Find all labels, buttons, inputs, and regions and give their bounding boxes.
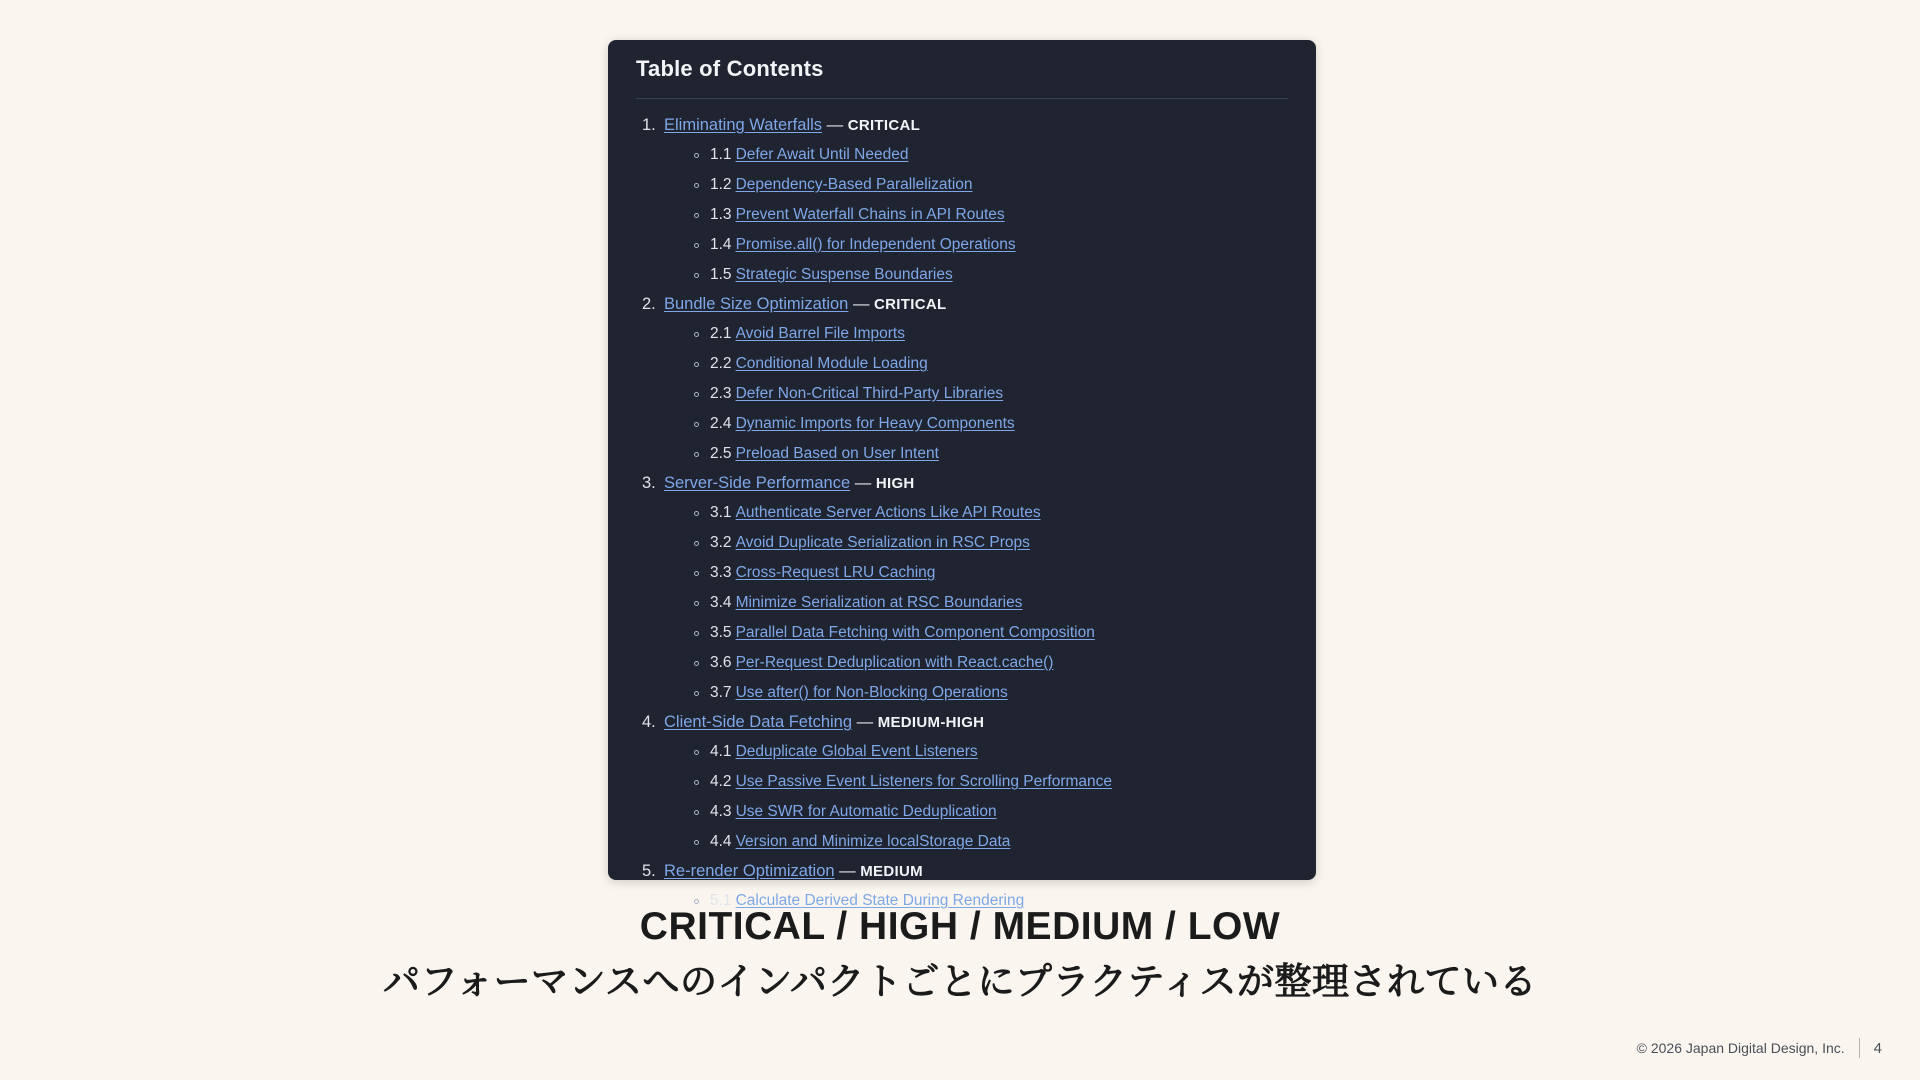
- toc-section-number: 3.: [642, 474, 656, 492]
- toc-subsection-list: [664, 319, 1288, 469]
- toc-subsection-link[interactable]: Dependency-Based Parallelization: [735, 176, 973, 193]
- toc-subsection: [710, 827, 1288, 857]
- toc-title: Table of Contents: [636, 56, 824, 81]
- toc-section-dash: —: [848, 295, 875, 313]
- toc-section-line: [642, 290, 1288, 319]
- toc-section: [642, 708, 1288, 857]
- toc-section-severity: CRITICAL: [874, 296, 947, 313]
- toc-section-line: [642, 708, 1288, 737]
- toc-subsection: [710, 797, 1288, 827]
- toc-subsection-link[interactable]: Avoid Duplicate Serialization in RSC Props: [735, 534, 1030, 551]
- toc-subsection: [710, 528, 1288, 558]
- toc-subsection-number: 2.1: [710, 325, 732, 342]
- toc-subsection: [710, 230, 1288, 260]
- caption-line-1: CRITICAL / HIGH / MEDIUM / LOW: [639, 905, 1281, 948]
- toc-subsection-number: 4.4: [710, 833, 732, 850]
- toc-subsection: [710, 140, 1288, 170]
- toc-subsection-link[interactable]: Prevent Waterfall Chains in API Routes: [735, 206, 1005, 223]
- toc-subsection-link[interactable]: Use Passive Event Listeners for Scrolling Performance: [735, 773, 1113, 790]
- toc-section-line: [642, 111, 1288, 140]
- toc-subsection: [710, 648, 1288, 678]
- toc-subsection-link[interactable]: Promise.all() for Independent Operations: [735, 236, 1016, 253]
- toc-subsection-link[interactable]: Dynamic Imports for Heavy Components: [735, 415, 1015, 432]
- toc-section-dash: —: [850, 474, 876, 492]
- toc-subsection-number: 3.3: [710, 564, 732, 581]
- toc-subsection-link[interactable]: Version and Minimize localStorage Data: [735, 833, 1011, 850]
- toc-subsection-link[interactable]: Use after() for Non-Blocking Operations: [735, 684, 1008, 701]
- toc-subsection: [710, 170, 1288, 200]
- toc-subsection-number: 1.5: [710, 266, 732, 283]
- toc-subsection-link[interactable]: Calculate Derived State During Rendering: [735, 892, 1025, 909]
- toc-subsection-link[interactable]: Preload Based on User Intent: [735, 445, 939, 462]
- toc-header: [608, 40, 1316, 92]
- toc-section: [642, 290, 1288, 469]
- toc-subsection-link[interactable]: Use SWR for Automatic Deduplication: [735, 803, 997, 820]
- toc-subsection-number: 3.5: [710, 624, 732, 641]
- toc-subsection-number: 2.2: [710, 355, 732, 372]
- toc-section-link[interactable]: Re-render Optimization: [664, 862, 835, 880]
- toc-subsection-number: 3.4: [710, 594, 732, 611]
- toc-subsection-list: [664, 737, 1288, 857]
- toc-subsection-number: 1.3: [710, 206, 732, 223]
- toc-subsection-number: 4.3: [710, 803, 732, 820]
- toc-subsection: [710, 409, 1288, 439]
- toc-section-number: 5.: [642, 862, 656, 880]
- footer-page-number: 4: [1873, 1039, 1882, 1057]
- toc-section-dash: —: [834, 862, 861, 880]
- toc-section-severity: CRITICAL: [847, 117, 921, 134]
- toc-subsection-list: [664, 140, 1288, 290]
- toc-subsection-link[interactable]: Defer Await Until Needed: [735, 146, 909, 163]
- toc-subsection-link[interactable]: Deduplicate Global Event Listeners: [735, 743, 978, 760]
- toc-subsection: [710, 588, 1288, 618]
- toc-subsection-number: 1.4: [710, 236, 732, 253]
- toc-subsection-link[interactable]: Minimize Serialization at RSC Boundaries: [735, 594, 1023, 611]
- toc-section-list: [636, 111, 1288, 916]
- toc-section: [642, 469, 1288, 708]
- toc-section-link[interactable]: Eliminating Waterfalls: [664, 116, 823, 134]
- toc-body: [608, 99, 1316, 916]
- toc-subsection-link[interactable]: Per-Request Deduplication with React.cache(): [735, 654, 1054, 671]
- slide-caption: [0, 900, 1920, 1010]
- toc-section-number: 4.: [642, 713, 656, 731]
- toc-section-line: [642, 469, 1288, 498]
- toc-subsection: [710, 558, 1288, 588]
- toc-section-number: 2.: [642, 295, 656, 313]
- toc-section-link[interactable]: Client-Side Data Fetching: [664, 713, 853, 731]
- toc-subsection-number: 5.1: [710, 892, 732, 909]
- toc-subsection-number: 1.1: [710, 146, 732, 163]
- toc-section: [642, 111, 1288, 290]
- toc-subsection-link[interactable]: Authenticate Server Actions Like API Routes: [735, 504, 1041, 521]
- toc-subsection: [710, 498, 1288, 528]
- toc-section-line: [642, 857, 1288, 886]
- toc-section-dash: —: [822, 116, 848, 134]
- toc-subsection-link[interactable]: Cross-Request LRU Caching: [735, 564, 936, 581]
- toc-subsection-number: 4.1: [710, 743, 732, 760]
- toc-section-link[interactable]: Server-Side Performance: [664, 474, 851, 492]
- toc-subsection: [710, 737, 1288, 767]
- toc-subsection-number: 3.7: [710, 684, 732, 701]
- toc-subsection: [710, 767, 1288, 797]
- toc-subsection-link[interactable]: Conditional Module Loading: [735, 355, 928, 372]
- footer-separator: [1859, 1038, 1860, 1058]
- toc-subsection-number: 2.5: [710, 445, 732, 462]
- toc-subsection: [710, 319, 1288, 349]
- toc-subsection-number: 2.3: [710, 385, 732, 402]
- toc-subsection: [710, 439, 1288, 469]
- toc-subsection: [710, 618, 1288, 648]
- toc-subsection-link[interactable]: Strategic Suspense Boundaries: [735, 266, 953, 283]
- toc-section-dash: —: [852, 713, 878, 731]
- toc-subsection-link[interactable]: Defer Non-Critical Third-Party Libraries: [735, 385, 1004, 402]
- toc-subsection-link[interactable]: Parallel Data Fetching with Component Composition: [735, 624, 1095, 641]
- toc-subsection-number: 1.2: [710, 176, 732, 193]
- caption-line-2: パフォーマンスへのインパクトごとにプラクティスが整理されている: [383, 961, 1537, 1002]
- toc-subsection-number: 3.6: [710, 654, 732, 671]
- toc-subsection: [710, 349, 1288, 379]
- toc-subsection-number: 2.4: [710, 415, 732, 432]
- toc-subsection-link[interactable]: Avoid Barrel File Imports: [735, 325, 905, 342]
- toc-subsection: [710, 260, 1288, 290]
- table-of-contents-card: [608, 40, 1316, 909]
- toc-subsection-number: 3.2: [710, 534, 732, 551]
- toc-subsection-number: 4.2: [710, 773, 732, 790]
- toc-subsection: [710, 678, 1288, 708]
- toc-section-severity: MEDIUM: [860, 863, 923, 880]
- footer-copyright: © 2026 Japan Digital Design, Inc.: [1636, 1040, 1845, 1056]
- toc-subsection-number: 3.1: [710, 504, 732, 521]
- slide-footer: [1637, 1038, 1882, 1058]
- toc-section-number: 1.: [642, 116, 656, 134]
- toc-subsection-list: [664, 498, 1288, 708]
- toc-subsection: [710, 379, 1288, 409]
- toc-section-link[interactable]: Bundle Size Optimization: [664, 295, 849, 313]
- toc-section-severity: MEDIUM-HIGH: [877, 714, 985, 731]
- toc-section-severity: HIGH: [875, 475, 915, 492]
- toc-subsection: [710, 200, 1288, 230]
